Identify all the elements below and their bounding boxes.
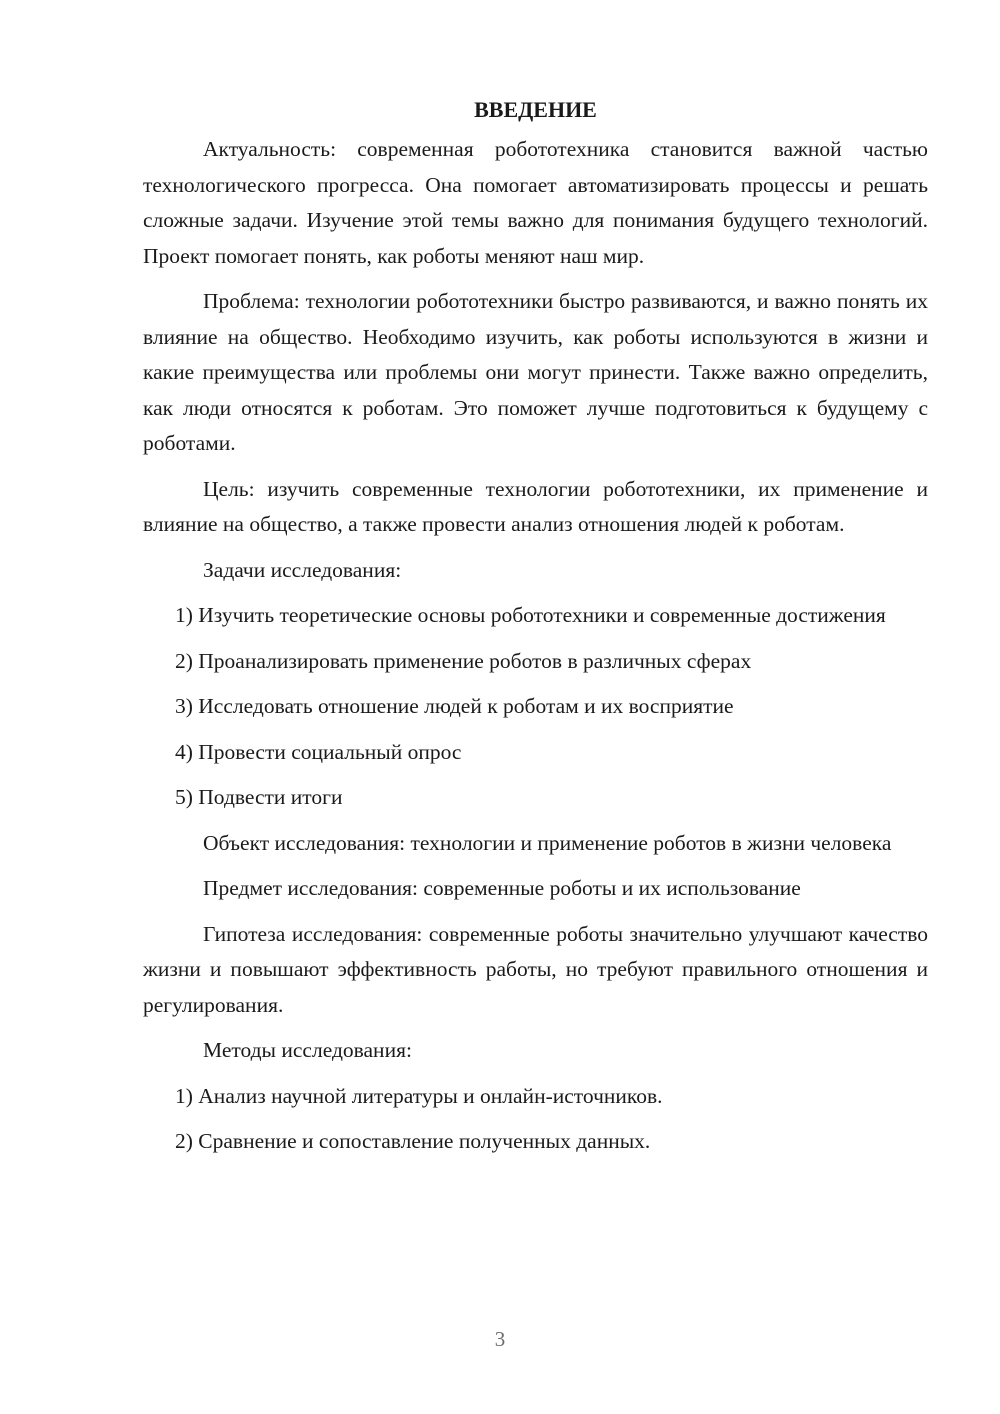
- task-item: 2) Проанализировать применение роботов в различных сферах: [175, 648, 752, 673]
- object-paragraph: Объект исследования: технологии и применение роботов в жизни человека: [203, 830, 892, 855]
- section-title: ВВЕДЕНИЕ: [474, 97, 597, 122]
- page-number: 3: [494, 1327, 506, 1351]
- document-page: [143, 92, 928, 1170]
- tasks-label: Задачи исследования:: [203, 557, 402, 582]
- method-item: 1) Анализ научной литературы и онлайн-источников.: [175, 1083, 663, 1108]
- goal-paragraph: Цель: изучить современные технологии робототехники, их применение и влияние на общество, а также провести анализ отношения людей к роботам.: [143, 476, 928, 536]
- task-item: 4) Провести социальный опрос: [175, 739, 462, 764]
- task-item: 1) Изучить теоретические основы робототехники и современные достижения: [175, 603, 886, 627]
- task-item: 3) Исследовать отношение людей к роботам и их восприятие: [175, 694, 734, 718]
- subject-paragraph: Предмет исследования: современные роботы и их использование: [203, 876, 801, 900]
- task-item: 5) Подвести итоги: [175, 785, 343, 809]
- problem-paragraph: Проблема: технологии робототехники быстро развиваются, и важно понять их влияние на общество. Необходимо изучить, как роботы используются в жизни и какие преимущества или проблемы они могут принести. Также важно определить, как люди относятся к роботам. Это поможет лучше подготовиться к будущему с роботами.: [143, 289, 928, 455]
- methods-label: Методы исследования:: [203, 1038, 412, 1062]
- relevance-paragraph: Актуальность: современная робототехника становится важной частью технологического прогресса. Она помогает автоматизировать процессы и решать сложные задачи. Изучение этой темы важно для понимания будущего технологий. Проект помогает понять, как роботы меняют наш мир.: [143, 137, 928, 268]
- method-item: 2) Сравнение и сопоставление полученных данных.: [175, 1129, 651, 1153]
- hypothesis-paragraph: Гипотеза исследования: современные роботы значительно улучшают качество жизни и повышают эффективность работы, но требуют правильного отношения и регулирования.: [143, 921, 928, 1017]
